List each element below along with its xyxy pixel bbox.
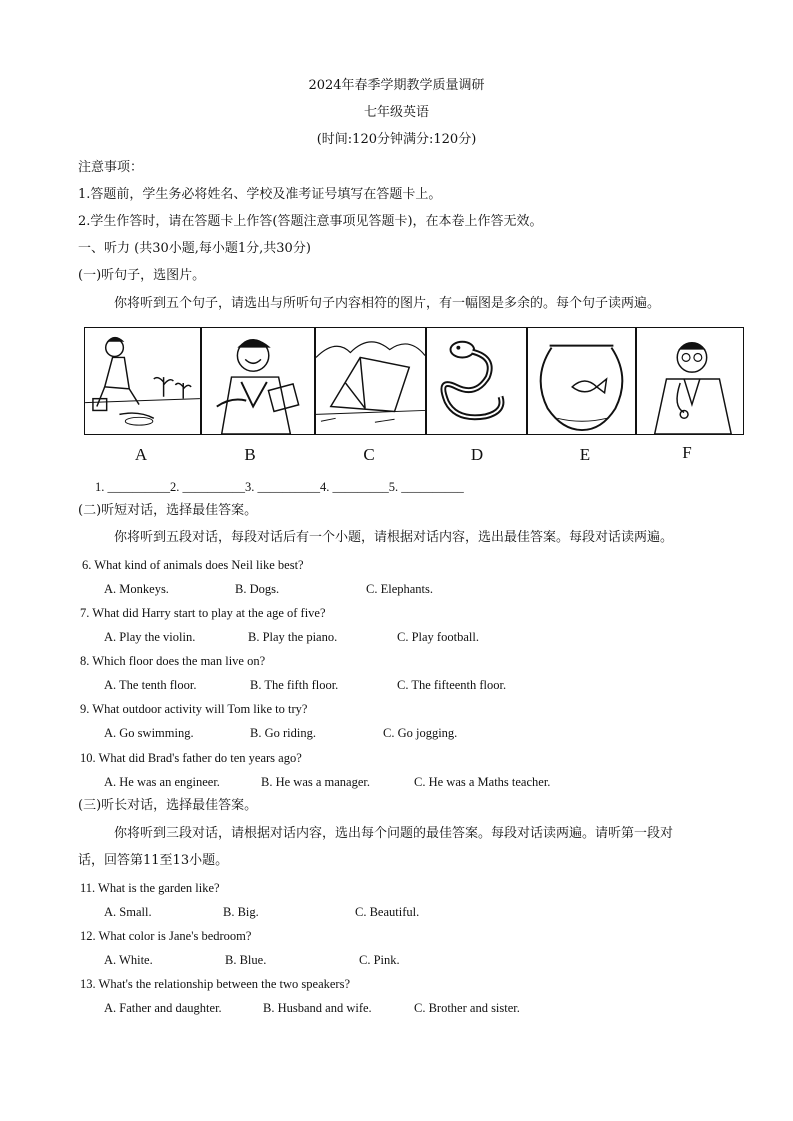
picture-a (84, 327, 201, 435)
question-9-option-a: A. Go swimming. (104, 726, 194, 740)
question-13-option-a: A. Father and daughter. (104, 1001, 222, 1015)
doctor-icon (637, 328, 743, 434)
question-9-option-b: B. Go riding. (250, 726, 316, 740)
question-13-option-b: B. Husband and wife. (263, 1001, 372, 1015)
question-12: 12. What color is Jane's bedroom? (80, 929, 252, 943)
question-6: 6. What kind of animals does Neil like best? (82, 558, 304, 572)
notes-item-1: 1.答题前，学生务必将姓名、学校及准考证号填写在答题卡上。 (78, 187, 442, 202)
picture-letter-d: D (470, 445, 484, 464)
girl-planting-icon (85, 328, 200, 434)
question-12-option-b: B. Blue. (225, 953, 267, 967)
question-13: 13. What's the relationship between the two speakers? (80, 977, 350, 991)
question-8-option-c: C. The fifteenth floor. (397, 678, 507, 692)
question-7-option-a: A. Play the violin. (104, 630, 196, 644)
question-11-option-a: A. Small. (104, 905, 152, 919)
picture-letter-e: E (579, 445, 591, 464)
question-7: 7. What did Harry start to play at the age of five? (80, 606, 326, 620)
question-8-option-b: B. The fifth floor. (250, 678, 339, 692)
part2-heading: (二)听短对话，选择最佳答案。 (78, 503, 258, 518)
tent-icon (316, 328, 425, 434)
picture-strip (84, 327, 744, 435)
man-writing-icon (202, 328, 314, 434)
question-12-option-c: C. Pink. (359, 953, 400, 967)
answer-blanks: 1. __________2. __________3. __________4. _________5. __________ (95, 480, 464, 494)
exam-title: 2024年春季学期教学质量调研 (308, 78, 485, 93)
part1-heading: (一)听句子，选图片。 (78, 268, 206, 283)
section-heading: 一、听力 (共30小题,每小题1分,共30分) (78, 241, 311, 256)
notes-heading: 注意事项： (78, 160, 144, 175)
question-6-option-b: B. Dogs. (235, 582, 280, 596)
question-7-option-b: B. Play the piano. (248, 630, 338, 644)
fishbowl-icon (528, 328, 635, 434)
question-8-option-a: A. The tenth floor. (104, 678, 197, 692)
question-8: 8. Which floor does the man live on? (80, 654, 266, 668)
notes-item-2: 2.学生作答时，请在答题卡上作答(答题注意事项见答题卡)，在本卷上作答无效。 (78, 214, 543, 229)
part3-instruction-line-2: 话，回答第11至13小题。 (78, 853, 229, 868)
picture-c (315, 327, 426, 435)
picture-letter-a: A (134, 445, 148, 464)
question-11-option-b: B. Big. (223, 905, 259, 919)
question-9: 9. What outdoor activity will Tom like to try? (80, 702, 308, 716)
picture-e (527, 327, 636, 435)
exam-time-info: (时间:120分钟满分:120分) (316, 132, 477, 147)
question-10-option-b: B. He was a manager. (261, 775, 370, 789)
question-10: 10. What did Brad's father do ten years ago? (80, 751, 302, 765)
part1-instruction: 你将听到五个句子，请选出与所听句子内容相符的图片，有一幅图是多余的。每个句子读两遍。 (114, 296, 661, 311)
question-10-option-a: A. He was an engineer. (104, 775, 220, 789)
picture-letter-c: C (363, 445, 375, 464)
snake-icon (427, 328, 526, 434)
part3-instruction-line-1: 你将听到三段对话，请根据对话内容，选出每个问题的最佳答案。每段对话读两遍。请听第一段对 (114, 826, 674, 841)
picture-d (426, 327, 527, 435)
picture-b (201, 327, 315, 435)
question-6-option-a: A. Monkeys. (104, 582, 169, 596)
question-12-option-a: A. White. (104, 953, 153, 967)
question-10-option-c: C. He was a Maths teacher. (414, 775, 551, 789)
part3-heading: (三)听长对话，选择最佳答案。 (78, 798, 258, 813)
picture-letter-f: F (682, 443, 692, 462)
question-11-option-c: C. Beautiful. (355, 905, 420, 919)
picture-f (636, 327, 744, 435)
part2-instruction: 你将听到五段对话，每段对话后有一个小题，请根据对话内容，选出最佳答案。每段对话读两遍。 (114, 530, 674, 545)
question-13-option-c: C. Brother and sister. (414, 1001, 520, 1015)
question-7-option-c: C. Play football. (397, 630, 479, 644)
question-9-option-c: C. Go jogging. (383, 726, 458, 740)
question-11: 11. What is the garden like? (80, 881, 220, 895)
question-6-option-c: C. Elephants. (366, 582, 434, 596)
exam-subject: 七年级英语 (363, 105, 429, 120)
picture-letter-b: B (244, 445, 256, 464)
